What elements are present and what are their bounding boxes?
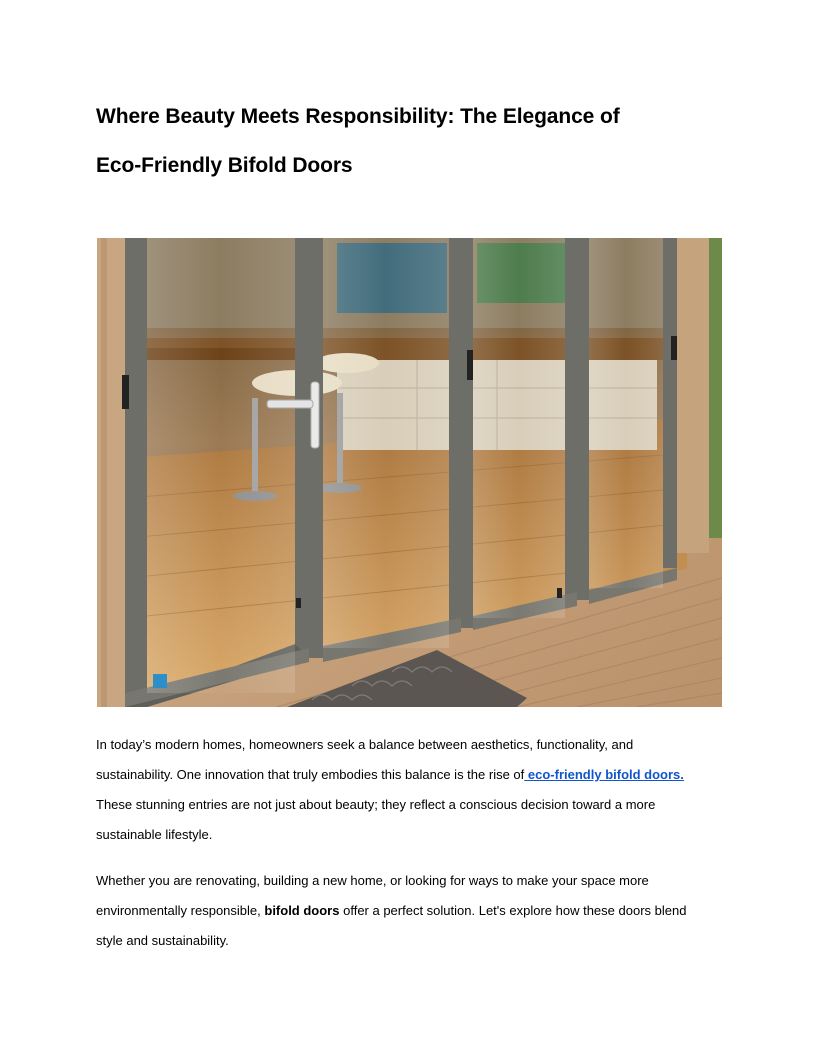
paragraph-1-line-3: These stunning entries are not just about beauty; they reflect a conscious decision toward a more [96,797,656,812]
paragraph-1-line-2 [96,760,726,790]
paragraph-2-line-2 [96,896,726,926]
paragraph-2-line-1: Whether you are renovating, building a new home, or looking for ways to make your space more [96,873,649,888]
paragraph-2-text-after: offer a perfect solution. Let's explore how these doors blend [339,903,687,918]
bifold-doors-bold: bifold doors [264,903,340,918]
article-title [96,92,736,190]
eco-friendly-bifold-doors-link[interactable]: eco-friendly bifold doors. [524,767,684,782]
second-paragraph [96,866,726,956]
paragraph-2-text-before: environmentally responsible, [96,903,265,918]
paragraph-1-text: sustainability. One innovation that truly embodies this balance is the rise of [96,767,525,782]
bifold-doors-photo [97,238,722,707]
paragraph-1-line-1: In today’s modern homes, homeowners seek a balance between aesthetics, functionality, and [96,737,634,752]
title-line-1: Where Beauty Meets Responsibility: The Elegance of [96,105,620,128]
title-line-2: Eco-Friendly Bifold Doors [96,154,353,177]
paragraph-2-line-3: style and sustainability. [96,933,229,948]
intro-paragraph [96,730,726,850]
paragraph-1-line-4: sustainable lifestyle. [96,827,213,842]
